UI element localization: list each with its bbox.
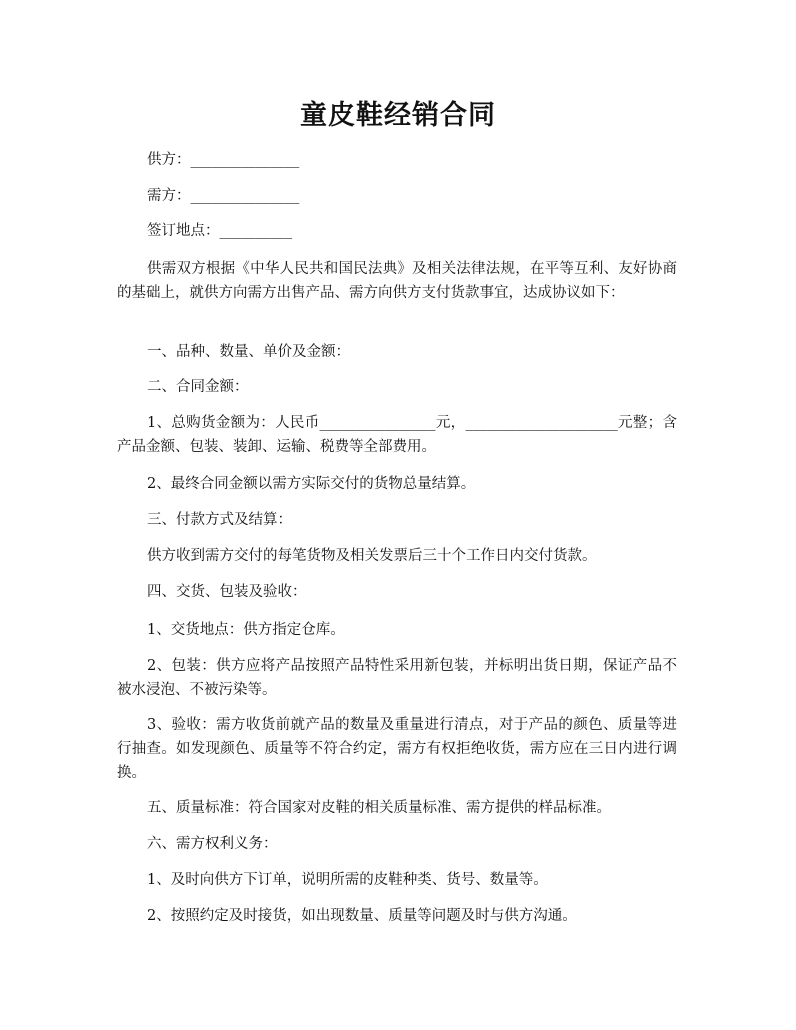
section-6-heading: 六、需方权利义务： (147, 836, 278, 852)
supplier-line (117, 148, 677, 172)
section-3-heading: 三、付款方式及结算： (147, 512, 292, 528)
section-2-item-1 (117, 411, 677, 459)
intro-paragraph: 供需双方根据《中华人民共和国民法典》及相关法律法规，在平等互利、友好协商的基础上，就供方向需方出售产品、需方向供方支付货款事宜，达成协议如下： (117, 261, 677, 301)
section-4-item-3: 3、验收：需方收货前就产品的数量及重量进行清点，对于产品的颜色、质量等进行抽查。如发现颜色、质量等不符合约定，需方有权拒绝收货，需方应在三日内进行调换。 (117, 717, 677, 781)
section-6-item-2: 2、按照约定及时接货，如出现数量、质量等问题及时与供方沟通。 (147, 908, 577, 924)
buyer-label: 需方： (147, 188, 191, 204)
section-4-item-2: 2、包装：供方应将产品按照产品特性采用新包装，并标明出货日期，保证产品不被水浸泡、不被污染等。 (117, 658, 677, 698)
buyer-line (117, 184, 677, 208)
amount-label: 1、总购货金额为：人民币 (147, 415, 320, 431)
section-4-item-1: 1、交货地点：供方指定仓库。 (147, 622, 345, 638)
signing-place-line (117, 219, 677, 243)
signing-place-label: 签订地点： (147, 223, 220, 239)
supplier-label: 供方： (147, 152, 191, 168)
section-2-item-2: 2、最终合同金额以需方实际交付的货物总量结算。 (147, 476, 476, 492)
amount-note: 元整；含产品金额、包装、装卸、运输、税费等全部费用。 (117, 415, 678, 455)
supplier-blank: _______________ (190, 152, 300, 168)
section-6-item-1: 1、及时向供方下订单，说明所需的皮鞋种类、货号、数量等。 (147, 872, 548, 888)
buyer-blank: _______________ (190, 188, 300, 204)
section-1-heading: 一、品种、数量、单价及金额： (147, 344, 350, 360)
signing-place-blank: __________ (219, 223, 292, 239)
amount-blank-words: _____________________ (465, 415, 618, 431)
section-3-text: 供方收到需方交付的每笔货物及相关发票后三十个工作日内交付货款。 (147, 548, 597, 564)
amount-blank-numeric: ________________ (319, 415, 436, 431)
document-title: 童皮鞋经销合同 (300, 100, 496, 131)
section-2-heading: 二、合同金额： (147, 379, 249, 395)
section-4-heading: 四、交货、包装及验收： (147, 584, 307, 600)
section-5-text: 五、质量标准：符合国家对皮鞋的相关质量标准、需方提供的样品标准。 (147, 800, 611, 816)
amount-unit: 元， (435, 415, 466, 431)
